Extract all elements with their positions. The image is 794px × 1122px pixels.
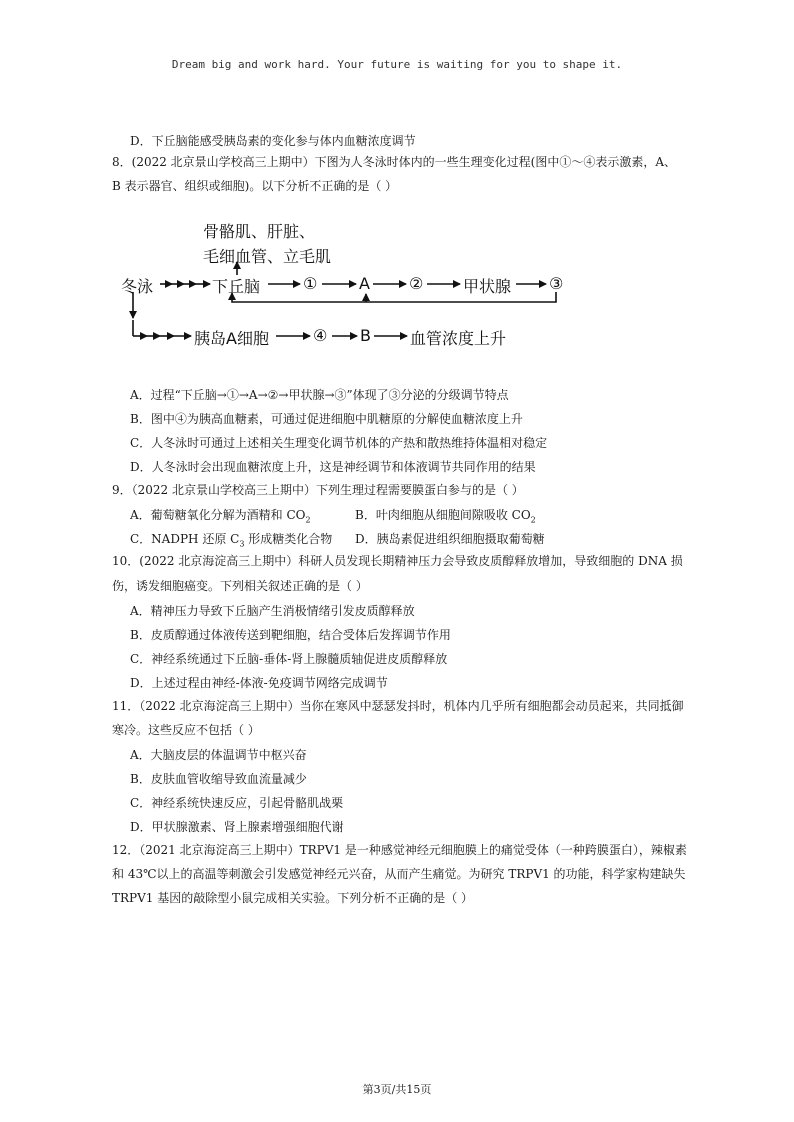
q10-option-b: B．皮质醇通过体液传送到靶细胞，结合受体后发挥调节作用 — [130, 628, 451, 642]
q12-stem-line2: 和 43℃以上的高温等刺激会引发感觉神经元兴奋，从而产生痛觉。为研究 TRPV1 的功能，科学家构建缺失 — [112, 867, 686, 881]
q11-stem-line2: 寒冷。这些反应不包括（ ） — [112, 723, 260, 737]
diagram-islet-a-node: 胰岛A细胞 — [194, 329, 269, 348]
diagram-thyroid-node: 甲状腺 — [463, 277, 512, 296]
q12-stem-line3: TRPV1 基因的敲除型小鼠完成相关实验。下列分析不正确的是（ ） — [112, 891, 474, 905]
diagram-hormone-4: ④ — [313, 326, 328, 345]
diagram-hormone-1: ① — [303, 274, 318, 293]
q11-option-d: D．甲状腺激素、肾上腺素增强细胞代谢 — [130, 820, 344, 834]
q9-option-b: B．叶肉细胞从细胞间隙吸收 $CO_2$ — [355, 508, 536, 525]
q11-option-c: C．神经系统快速反应，引起骨骼肌战栗 — [130, 796, 344, 810]
diagram-hypothalamus-node: 下丘脑 — [212, 277, 261, 296]
q10-option-d: D．上述过程由神经-体液-免疫调节网络完成调节 — [130, 676, 388, 690]
q10-option-c: C．神经系统通过下丘脑-垂体-肾上腺髓质轴促进皮质醇释放 — [130, 652, 448, 666]
q8-stem-line1: 8．(2022 北京景山学校高三上期中）下图为人冬泳时体内的一些生理变化过程(图中①～④表示激素，A、 — [112, 155, 677, 169]
diagram-top-line2: 毛细血管、立毛肌 — [203, 247, 332, 266]
diagram-hormone-2: ② — [409, 274, 424, 293]
q8-stem-line2: B 表示器官、组织或细胞)。以下分析不正确的是（ ） — [112, 179, 398, 193]
diagram-start-node: 冬泳 — [121, 277, 154, 296]
diagram-result-node: 血管浓度上升 — [410, 329, 507, 348]
q9-option-c: C．NADPH 还原 $C_3$ 形成糖类化合物 — [130, 532, 333, 549]
diagram-top-line1: 骨骼肌、肝脏、 — [203, 222, 316, 241]
q10-stem-line1: 10．(2022 北京海淀高三上期中）科研人员发现长期精神压力会导致皮质醇释放增加，导致细胞的 DNA 损 — [112, 554, 683, 568]
feedback-line-h3-to-hypothalamus — [232, 292, 556, 302]
q8-option-a: A．过程“下丘脑→①→A→②→甲状腺→③”体现了③分泌的分级调节特点 — [130, 388, 509, 402]
q8-option-c: C．人冬泳时可通过上述相关生理变化调节机体的产热和散热维持体温相对稳定 — [130, 436, 548, 450]
q12-stem-line1: 12．（2021 北京海淀高三上期中）TRPV1 是一种感觉神经元细胞膜上的痛觉受体（一种跨膜蛋白），辣椒素 — [112, 843, 687, 857]
q7-option-d: D．下丘脑能感受胰岛素的变化参与体内血糖浓度调节 — [130, 134, 416, 148]
q9-stem: 9．（2022 北京景山学校高三上期中）下列生理过程需要膜蛋白参与的是（ ） — [112, 483, 524, 497]
diagram-node-a: A — [359, 274, 370, 293]
q8-option-b: B．图中④为胰高血糖素，可通过促进细胞中肌糖原的分解使血糖浓度上升 — [130, 412, 523, 426]
diagram-hormone-3: ③ — [549, 274, 564, 293]
page-number-footer: 第3页/共15页 — [362, 1083, 432, 1096]
diagram-node-b: B — [360, 326, 371, 345]
q11-stem-line1: 11．（2022 北京海淀高三上期中）当你在寒风中瑟瑟发抖时，机体内几乎所有细胞都会动员起来，共同抵御 — [112, 699, 684, 713]
q10-option-a: A．精神压力导致下丘脑产生消极情绪引发皮质醇释放 — [130, 604, 415, 618]
page-header-motto: Dream big and work hard. Your future is waiting for you to shape it. — [171, 58, 623, 71]
q8-option-d: D．人冬泳时会出现血糖浓度上升，这是神经调节和体液调节共同作用的结果 — [130, 460, 536, 474]
q11-option-b: B．皮肤血管收缩导致血流量减少 — [130, 772, 307, 786]
q9-option-d: D．胰岛素促进组织细胞摄取葡萄糖 — [355, 532, 545, 546]
q11-option-a: A．大脑皮层的体温调节中枢兴奋 — [130, 748, 307, 762]
q9-option-a: A．葡萄糖氧化分解为酒精和 $CO_2$ — [130, 508, 311, 525]
q10-stem-line2: 伤，诱发细胞癌变。下列相关叙述正确的是（ ） — [112, 579, 368, 593]
